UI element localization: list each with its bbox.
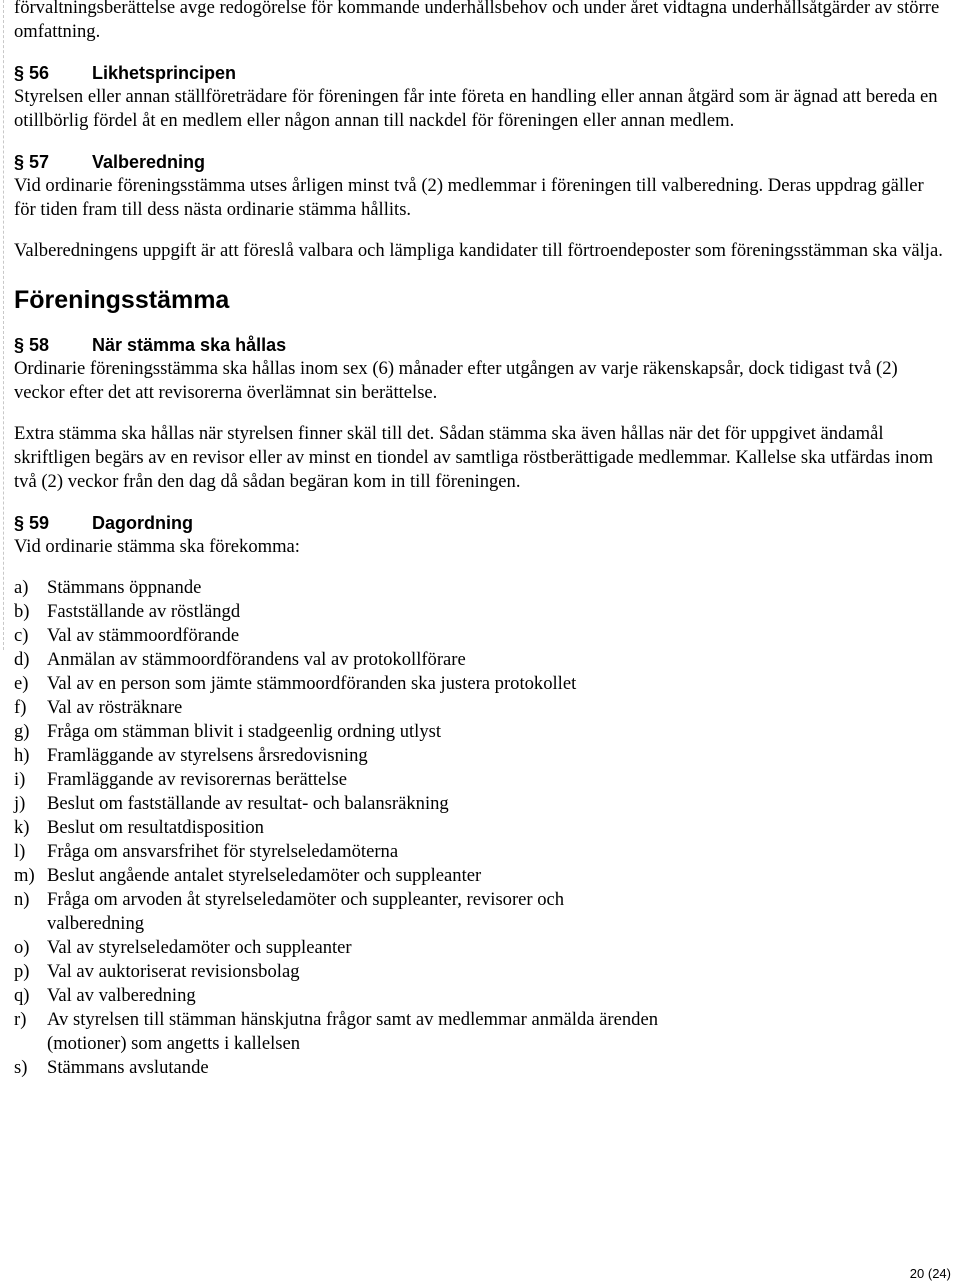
list-item (14, 864, 944, 888)
section-number: 56 (29, 63, 50, 83)
list-text: Val av stämmoordförande (47, 625, 240, 646)
list-text: Val av valberedning (47, 985, 196, 1006)
list-marker: j) (14, 793, 26, 814)
list-text: Val av en person som jämte stämmoordföranden ska justera protokollet (47, 673, 577, 694)
list-item (14, 720, 944, 744)
list-text: Fastställande av röstlängd (47, 601, 241, 622)
list-item (14, 672, 944, 696)
list-item (14, 984, 944, 1008)
list-item (14, 960, 944, 984)
list-text: Anmälan av stämmoordförandens val av protokollförare (47, 649, 466, 670)
list-item (14, 768, 944, 792)
agenda-list (14, 576, 944, 1080)
list-text: Fråga om stämman blivit i stadgeenlig ordning utlyst (47, 721, 442, 742)
list-marker: n) (14, 889, 30, 910)
list-text: Val av styrelseledamöter och suppleanter (47, 937, 352, 958)
section-58-heading (14, 333, 944, 357)
list-marker: l) (14, 841, 26, 862)
document-page (14, 0, 944, 1080)
list-item (14, 888, 944, 936)
list-item (14, 648, 944, 672)
margin-guide (3, 0, 4, 650)
list-item (14, 936, 944, 960)
section-57-paragraph-2: Valberedningens uppgift är att föreslå valbara och lämpliga kandidater till förtroendeposter som föreningsstämman ska välja. (14, 240, 943, 261)
list-marker: d) (14, 649, 30, 670)
section-symbol: § (14, 513, 25, 533)
list-item (14, 696, 944, 720)
section-58-paragraph-2: Extra stämma ska hållas när styrelsen finner skäl till det. Sådan stämma ska även hållas när det för uppgivet ändamål skriftligen begärs av en revisor eller av minst en tiondel av samtliga röstberättigade medlemmar. Kallelse ska utfärdas inom två (2) veckor från den dag då sådan begäran kom in till föreningen. (14, 423, 934, 492)
chapter-title: Föreningsstämma (14, 286, 230, 314)
list-marker: o) (14, 937, 30, 958)
list-marker: a) (14, 577, 29, 598)
list-text: Beslut om resultatdisposition (47, 817, 264, 838)
section-title: Valberedning (92, 152, 206, 172)
section-57-heading (14, 150, 944, 174)
list-text: Beslut angående antalet styrelseledamöter och suppleanter (47, 865, 482, 886)
section-title: Dagordning (92, 513, 193, 533)
list-marker: r) (14, 1009, 27, 1030)
section-59-heading (14, 511, 944, 535)
list-marker: q) (14, 985, 30, 1006)
list-item (14, 624, 944, 648)
list-text: Beslut om fastställande av resultat- och balansräkning (47, 793, 449, 814)
list-text: Framläggande av revisorernas berättelse (47, 769, 347, 790)
section-number: 58 (29, 335, 50, 355)
list-marker: s) (14, 1057, 28, 1078)
list-marker: b) (14, 601, 30, 622)
list-marker: k) (14, 817, 30, 838)
list-text: Fråga om ansvarsfrihet för styrelseledamöterna (47, 841, 399, 862)
list-text: Stämmans öppnande (47, 577, 202, 598)
section-59-paragraph: Vid ordinarie stämma ska förekomma: (14, 536, 300, 557)
list-item (14, 744, 944, 768)
list-marker: f) (14, 697, 27, 718)
list-item (14, 576, 944, 600)
section-number: 59 (29, 513, 50, 533)
list-item (14, 840, 944, 864)
list-text: Fråga om arvoden åt styrelseledamöter och suppleanter, revisorer och valberedning (47, 889, 565, 934)
list-marker: c) (14, 625, 29, 646)
section-58-paragraph-1: Ordinarie föreningsstämma ska hållas inom sex (6) månader efter utgången av varje räkenskapsår, dock tidigast två (2) veckor efter det att revisorerna överlämnat sin berättelse. (14, 358, 898, 403)
section-56-heading (14, 61, 944, 85)
intro-paragraph: förvaltningsberättelse avge redogörelse för kommande underhållsbehov och under året vidtagna underhållsåtgärder av större omfattning. (14, 0, 940, 42)
section-57-paragraph-1: Vid ordinarie föreningsstämma utses årligen minst två (2) medlemmar i föreningen till valberedning. Deras uppdrag gäller för tiden fram till dess nästa ordinarie stämma hållits. (14, 175, 924, 220)
list-text: Val av rösträknare (47, 697, 183, 718)
list-item (14, 600, 944, 624)
list-marker: p) (14, 961, 30, 982)
list-item (14, 1008, 944, 1056)
section-symbol: § (14, 152, 25, 172)
section-title: Likhetsprincipen (92, 63, 237, 83)
list-marker: h) (14, 745, 30, 766)
list-text: Val av auktoriserat revisionsbolag (47, 961, 300, 982)
section-symbol: § (14, 335, 25, 355)
list-marker: g) (14, 721, 30, 742)
section-56-paragraph: Styrelsen eller annan ställföreträdare för föreningen får inte företa en handling eller annan åtgärd som är ägnad att bereda en otillbörlig fördel åt en medlem eller någon annan till nackdel för föreningen eller annan medlem. (14, 86, 938, 131)
list-marker: e) (14, 673, 29, 694)
list-item (14, 816, 944, 840)
list-text: Stämmans avslutande (47, 1057, 209, 1078)
list-marker: i) (14, 769, 26, 790)
list-text: Framläggande av styrelsens årsredovisning (47, 745, 368, 766)
list-item (14, 792, 944, 816)
section-symbol: § (14, 63, 25, 83)
list-text: Av styrelsen till stämman hänskjutna frågor samt av medlemmar anmälda ärenden (motioner) som angetts i kallelsen (47, 1009, 658, 1054)
page-number: 20 (24) (909, 1266, 951, 1281)
list-item (14, 1056, 944, 1080)
section-number: 57 (29, 152, 50, 172)
list-marker: m) (14, 865, 35, 886)
section-title: När stämma ska hållas (92, 335, 287, 355)
